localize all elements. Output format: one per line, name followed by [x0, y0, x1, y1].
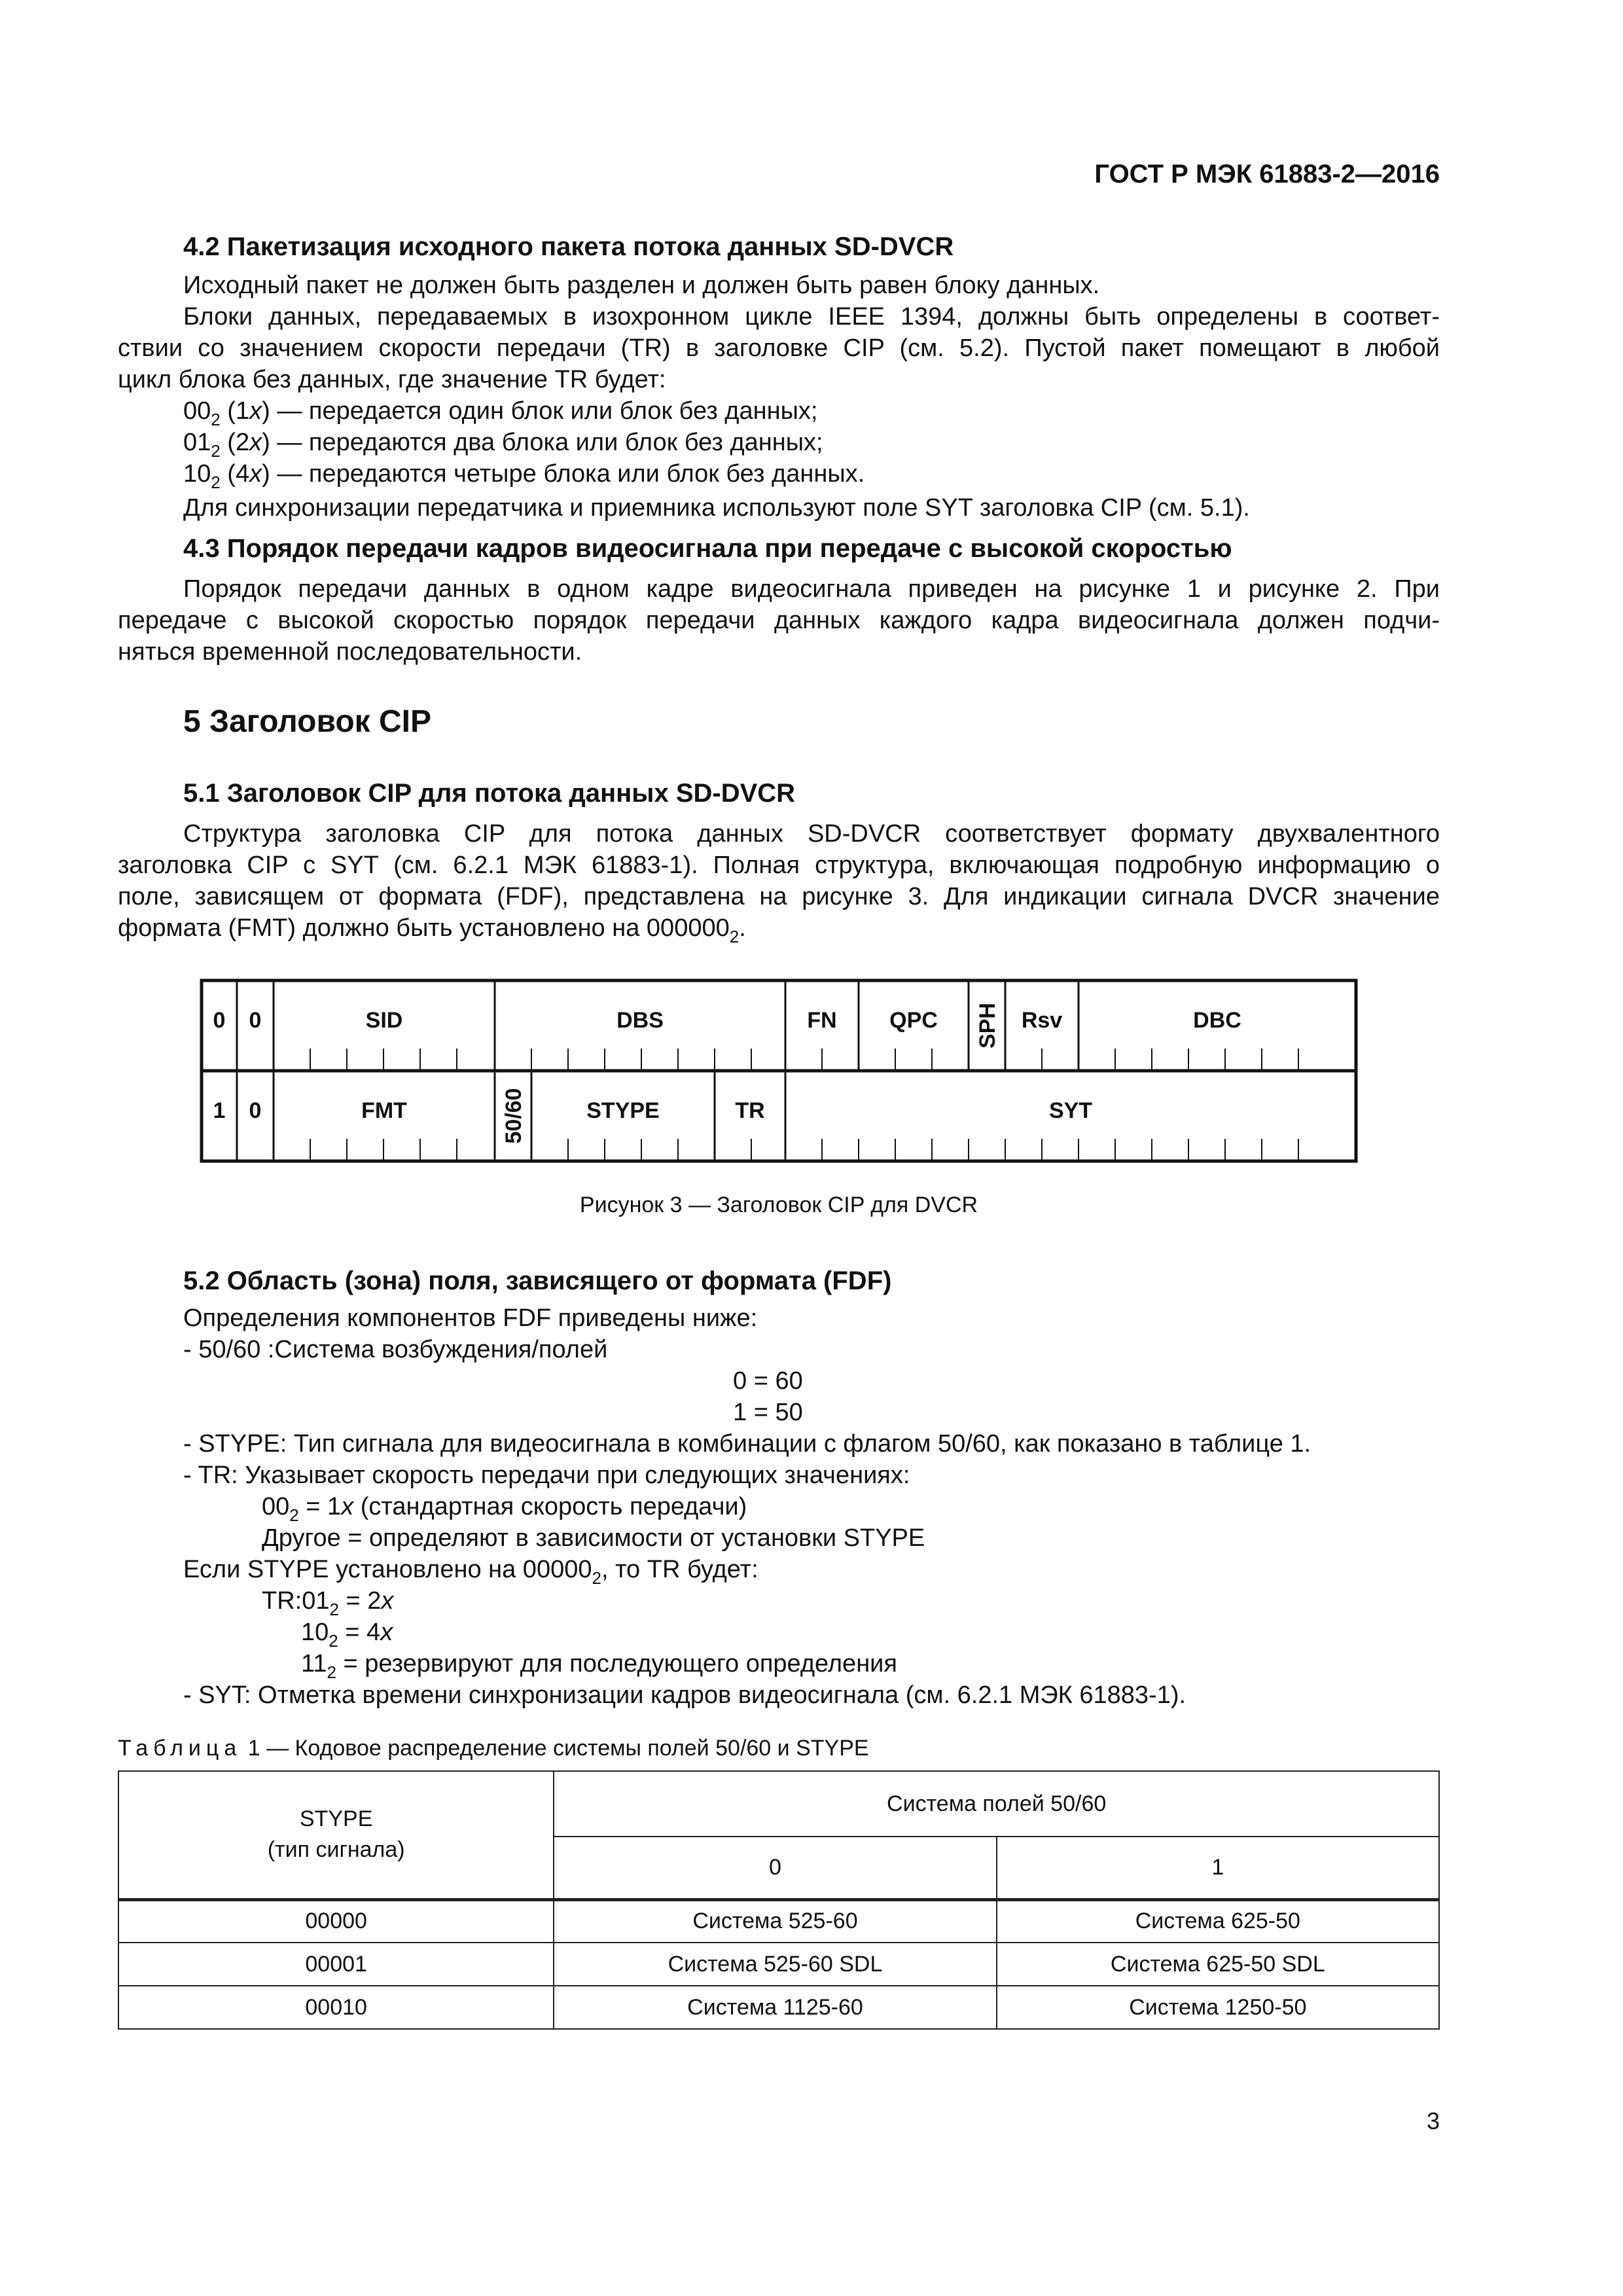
table-header-0: 0 — [554, 1837, 996, 1899]
s51-line-3: поле, зависящем от формата (FDF), представлена на рисунке 3. Для индикации сигнала DVCR значение — [118, 883, 1440, 910]
s42-paragraph-3: Для синхронизации передатчика и приемника используют поле SYT заголовка CIP (см. 5.1). — [183, 494, 1250, 522]
cip-header-figure — [196, 975, 1361, 1172]
fig-field-dbs: DBS — [616, 1008, 664, 1033]
s52-bullet-tr: - TR: Указывает скорость передачи при следующих значениях: — [183, 1462, 910, 1489]
figure-3-caption: Рисунок 3 — Заголовок CIP для DVCR — [579, 1193, 978, 1217]
s42-paragraph-1: Исходный пакет не должен быть разделен и должен быть равен блоку данных. — [183, 272, 1100, 299]
s42-value-01: $01_2$ (2x) — передаются два блока или блок без данных; — [183, 429, 823, 461]
fig-field-stype: STYPE — [586, 1098, 660, 1123]
fig-field-rsv: Rsv — [1021, 1008, 1063, 1033]
section-5-2-title: 5.2 Область (зона) поля, зависящего от формата (FDF) — [183, 1266, 892, 1295]
fig-row1-bit-0b: 0 — [249, 1008, 262, 1033]
section-5-1-title: 5.1 Заголовок CIP для потока данных SD-DVCR — [183, 779, 796, 808]
s43-line-1: Порядок передачи данных в одном кадре видеосигнала приведен на рисунке 1 и рисунке 2. При — [183, 575, 1440, 603]
s51-line-2: заголовка CIP с SYT (см. 6.2.1 МЭК 61883-1). Полная структура, включающая подробную информацию о — [118, 852, 1440, 879]
table-1 — [118, 1770, 1440, 2030]
s52-bullet-stype: - STYPE: Тип сигнала для видеосигнала в комбинации с флагом 50/60, как показано в таблице 1. — [183, 1430, 1311, 1458]
s52-tr-other: Другое = определяют в зависимости от установки STYPE — [262, 1524, 925, 1552]
s52-tr-00: $00_2 = 1x$ (стандартная скорость передачи) — [262, 1493, 747, 1525]
fig-field-sid: SID — [365, 1008, 403, 1033]
table-row: 00001 Система 525-60 SDL Система 625-50 SDL — [118, 1943, 1439, 1986]
fig-field-fn: FN — [807, 1008, 837, 1033]
s42-value-00: $00_2$ (1x) — передается один блок или блок без данных; — [183, 397, 818, 429]
table-header-stype: STYPE (тип сигнала) — [118, 1771, 554, 1899]
table-header-field-system: Система полей 50/60 — [554, 1771, 1439, 1837]
s52-case-11: $11_2$ = резервируют для последующего определения — [301, 1650, 897, 1682]
s52-eq-0-60: 0 = 60 — [733, 1367, 803, 1395]
s42-paragraph-2-line-3: цикл блока без данных, где значение TR будет: — [118, 366, 666, 393]
s52-bullet-syt: - SYT: Отметка времени синхронизации кадров видеосигнала (см. 6.2.1 МЭК 61883-1). — [183, 1681, 1186, 1709]
s52-bullet-50-60: - 50/60 :Система возбуждения/полей — [183, 1336, 608, 1363]
s52-intro: Определения компонентов FDF приведены ниже: — [183, 1304, 758, 1332]
table-row: 00000 Система 525-60 Система 625-50 — [118, 1899, 1439, 1943]
document-header: ГОСТ Р МЭК 61883-2—2016 — [1094, 160, 1440, 188]
fig-field-qpc: QPC — [889, 1008, 938, 1033]
table-1-caption: Таблица 1 — Кодовое распределение системы полей 50/60 и STYPE — [118, 1736, 869, 1761]
s52-if-stype: Если STYPE установлено на $00000_2$, то TR будет: — [183, 1556, 758, 1588]
s51-line-1: Структура заголовка CIP для потока данных SD-DVCR соответствует формату двухвалентного — [183, 820, 1440, 848]
section-4-3-title: 4.3 Порядок передачи кадров видеосигнала при передаче с высокой скоростью — [183, 534, 1232, 563]
fig-row2-bit-0: 0 — [249, 1098, 262, 1123]
s52-eq-1-50: 1 = 50 — [733, 1399, 803, 1426]
fig-row1-bit-0a: 0 — [213, 1008, 226, 1033]
fig-field-tr: TR — [735, 1098, 765, 1123]
s42-value-10: $10_2$ (4x) — передаются четыре блока или блок без данных. — [183, 460, 865, 492]
s51-line-4: формата (FMT) должно быть установлено на $000000_2$. — [118, 914, 746, 946]
table-row: 00010 Система 1125-60 Система 1250-50 — [118, 1986, 1439, 2029]
section-5-title: 5 Заголовок CIP — [183, 704, 432, 739]
section-4-2-title: 4.2 Пакетизация исходного пакета потока данных SD-DVCR — [183, 232, 954, 261]
fig-field-50-60: 50/60 — [501, 1088, 526, 1144]
fig-field-sph: SPH — [975, 1003, 1000, 1049]
fig-field-dbc: DBC — [1193, 1008, 1241, 1033]
s42-paragraph-2-line-2: ствии со значением скорости передачи (TR) в заголовке CIP (см. 5.2). Пустой пакет помещают в любой — [118, 334, 1440, 362]
s52-case-10: $10_2 = 4x$ — [301, 1619, 393, 1651]
fig-field-syt: SYT — [1048, 1098, 1093, 1123]
fig-field-fmt: FMT — [361, 1098, 407, 1123]
s52-case-01: $TR:01_2 = 2x$ — [262, 1587, 394, 1619]
table-header-1: 1 — [997, 1837, 1439, 1899]
page-number: 3 — [1426, 2108, 1440, 2134]
s43-line-3: няться временной последовательности. — [118, 638, 582, 666]
fig-row2-bit-1: 1 — [213, 1098, 226, 1123]
s42-paragraph-2-line-1: Блоки данных, передаваемых в изохронном цикле IEEE 1394, должны быть определены в соответ- — [183, 303, 1440, 331]
s43-line-2: передаче с высокой скоростью порядок передачи данных каждого кадра видеосигнала должен подчи- — [118, 607, 1440, 634]
